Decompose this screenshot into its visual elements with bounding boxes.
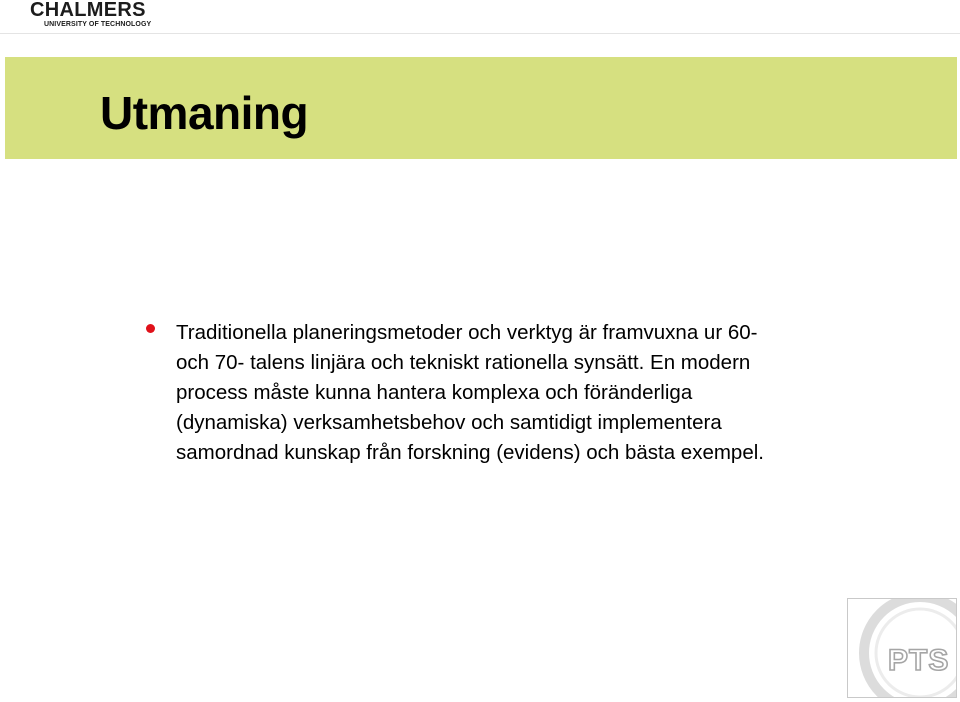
bullet-line: process måste kunna hantera komplexa och föränderliga — [176, 381, 693, 404]
bullet-text — [176, 318, 806, 468]
bullet-icon — [146, 324, 155, 333]
bullet-line: samordnad kunskap från forskning (evidens) och bästa exempel. — [176, 441, 764, 464]
bullet-line: Traditionella planeringsmetoder och verktyg är framvuxna ur 60- — [176, 321, 758, 344]
header-divider — [0, 33, 960, 34]
bullet-line: (dynamiska) verksamhetsbehov och samtidigt implementera — [176, 411, 722, 434]
pts-logo-graphic — [848, 599, 956, 697]
logo-sub-text: UNIVERSITY OF TECHNOLOGY — [44, 21, 152, 28]
pts-logo-text: PTS — [888, 644, 950, 677]
slide-content — [146, 318, 806, 468]
logo-main-text: CHALMERS — [30, 0, 146, 21]
bullet-line: och 70- talens linjära och tekniskt rationella synsätt. En modern — [176, 351, 751, 374]
chalmers-logo — [30, 0, 151, 28]
pts-logo — [847, 598, 957, 698]
slide-title: Utmaning — [100, 87, 309, 139]
